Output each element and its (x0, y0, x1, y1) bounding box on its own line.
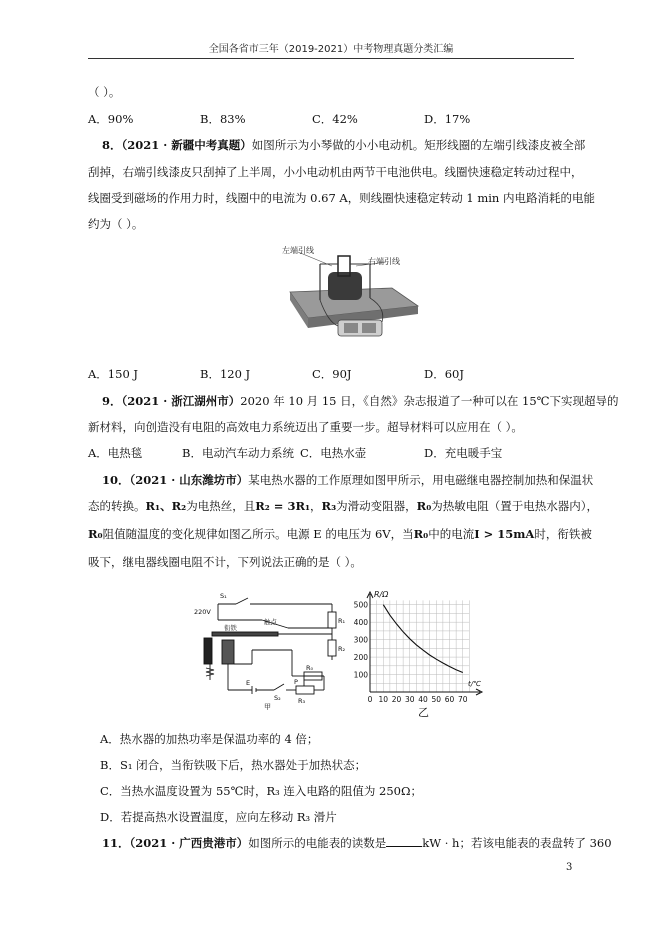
y-tick-label: 500 (353, 600, 368, 610)
v220-label: 220V (194, 608, 211, 616)
x-tick-label: 70 (457, 695, 468, 704)
y-tick-label: 400 (353, 618, 368, 628)
y-tick-label: 200 (353, 653, 368, 663)
s1-label: S₁ (220, 592, 227, 600)
x-tick-label: 30 (404, 695, 415, 704)
r2-label: R₂ (338, 645, 346, 653)
p-label: P (294, 678, 298, 686)
armature-label: 衔铁 (224, 624, 237, 632)
q11-line1: 11．（2021 · 广西贵港市）如图所示的电能表的读数是 kW · h；若该电能表的表盘转了 360 (102, 836, 612, 850)
chart-caption: 乙 (418, 706, 429, 719)
q9-option-b[interactable]: B．电动汽车动力系统 (182, 446, 294, 460)
circuit-caption: 甲 (264, 703, 271, 710)
q7-stem-tail: （ ）。 (88, 85, 121, 99)
q7-option-b[interactable]: B．83% (200, 112, 246, 126)
q10-line1: 10．（2021 · 山东潍坊市）某电热水器的工作原理如图甲所示，用电磁继电器控制加热和保温状 (102, 473, 594, 487)
q7-option-a[interactable]: A．90% (88, 112, 134, 126)
motor-figure (268, 242, 424, 346)
q10-line4: 吸下，继电器线圈电阻不计，下列说法正确的是（ ）。 (88, 555, 362, 569)
circuit-diagram (192, 590, 352, 710)
resistance-temperature-chart (352, 588, 492, 722)
answer-blank[interactable] (386, 836, 422, 847)
q8-line4: 约为（ ）。 (88, 217, 144, 231)
x-tick-label: 0 (367, 695, 373, 704)
x-tick-label: 50 (431, 695, 442, 704)
x-tick-label: 20 (391, 695, 402, 704)
x-tick-label: 10 (378, 695, 389, 704)
page-header: 全国各省市三年（2019-2021）中考物理真题分类汇编 (208, 44, 454, 55)
e-label: E (246, 679, 251, 687)
q10-option-b[interactable]: B．S₁ 闭合，当衔铁吸下后，热水器处于加热状态； (100, 758, 367, 772)
q9-option-c[interactable]: C．电热水壶 (300, 446, 367, 460)
q8-option-b[interactable]: B．120 J (200, 367, 251, 381)
q10-line3: R₀阻值随温度的变化规律如图乙所示。电源 E 的电压为 6V，当R₀中的电流I > 15mA时，衔铁被 (88, 527, 592, 541)
q8-line2: 刮掉，右端引线漆皮只刮掉了上半周，小小电动机由两节干电池供电。线圈快速稳定转动过程中， (88, 165, 583, 179)
x-tick-label: 40 (418, 695, 428, 704)
q10-option-a[interactable]: A．热水器的加热功率是保温功率的 4 倍； (100, 732, 319, 746)
q7-option-c[interactable]: C．42% (312, 112, 358, 126)
r3-label: R₃ (298, 697, 306, 705)
q10-option-c[interactable]: C．当热水温度设置为 55℃时，R₃ 连入电路的阻值为 250Ω； (100, 784, 423, 798)
left-lead-label: 左端引线 (282, 246, 314, 255)
page-number: 3 (566, 862, 573, 873)
header-rule (88, 58, 574, 59)
q10-line2: 态的转换。R₁、R₂为电热丝，且R₂ = 3R₁，R₃为滑动变阻器，R₀为热敏电阻（置于电热水器内）， (88, 499, 599, 513)
q9-option-d[interactable]: D．充电暖手宝 (424, 446, 503, 460)
q10-option-d[interactable]: D．若提高热水设置温度，应向左移动 R₃ 滑片 (100, 810, 337, 824)
q8-option-d[interactable]: D．60J (424, 367, 464, 381)
r0-label: R₀ (306, 664, 314, 672)
q9-option-a[interactable]: A．电热毯 (88, 446, 143, 460)
q9-line2: 新材料，向创造没有电阻的高效电力系统迈出了重要一步。超导材料可以应用在（ ）。 (88, 420, 523, 434)
x-tick-label: 60 (444, 695, 455, 704)
q9-line1: 9．（2021 · 浙江湖州市）2020 年 10 月 15 日，《自然》杂志报道了一种可以在 15℃下实现超导的 (102, 394, 619, 408)
r1-label: R₁ (338, 617, 346, 625)
q8-option-a[interactable]: A．150 J (88, 367, 139, 381)
contact-label: 触点 (264, 618, 277, 626)
y-tick-label: 300 (353, 635, 368, 645)
q7-option-d[interactable]: D．17% (424, 112, 471, 126)
q8-line1: 8．（2021 · 新疆中考真题）如图所示为小琴做的小小电动机。矩形线圈的左端引线漆皮被全部 (102, 138, 586, 152)
q8-option-c[interactable]: C．90J (312, 367, 352, 381)
chart-xlabel: t/℃ (468, 680, 481, 688)
right-lead-label: 右端引线 (368, 257, 400, 266)
q8-line3: 线圈受到磁场的作用力时，线圈中的电流为 0.67 A，则线圈快速稳定转动 1 min 内电路消耗的电能 (88, 191, 595, 205)
y-tick-label: 100 (353, 670, 368, 680)
s2-label: S₂ (274, 694, 281, 702)
chart-ylabel: R/Ω (374, 590, 389, 599)
